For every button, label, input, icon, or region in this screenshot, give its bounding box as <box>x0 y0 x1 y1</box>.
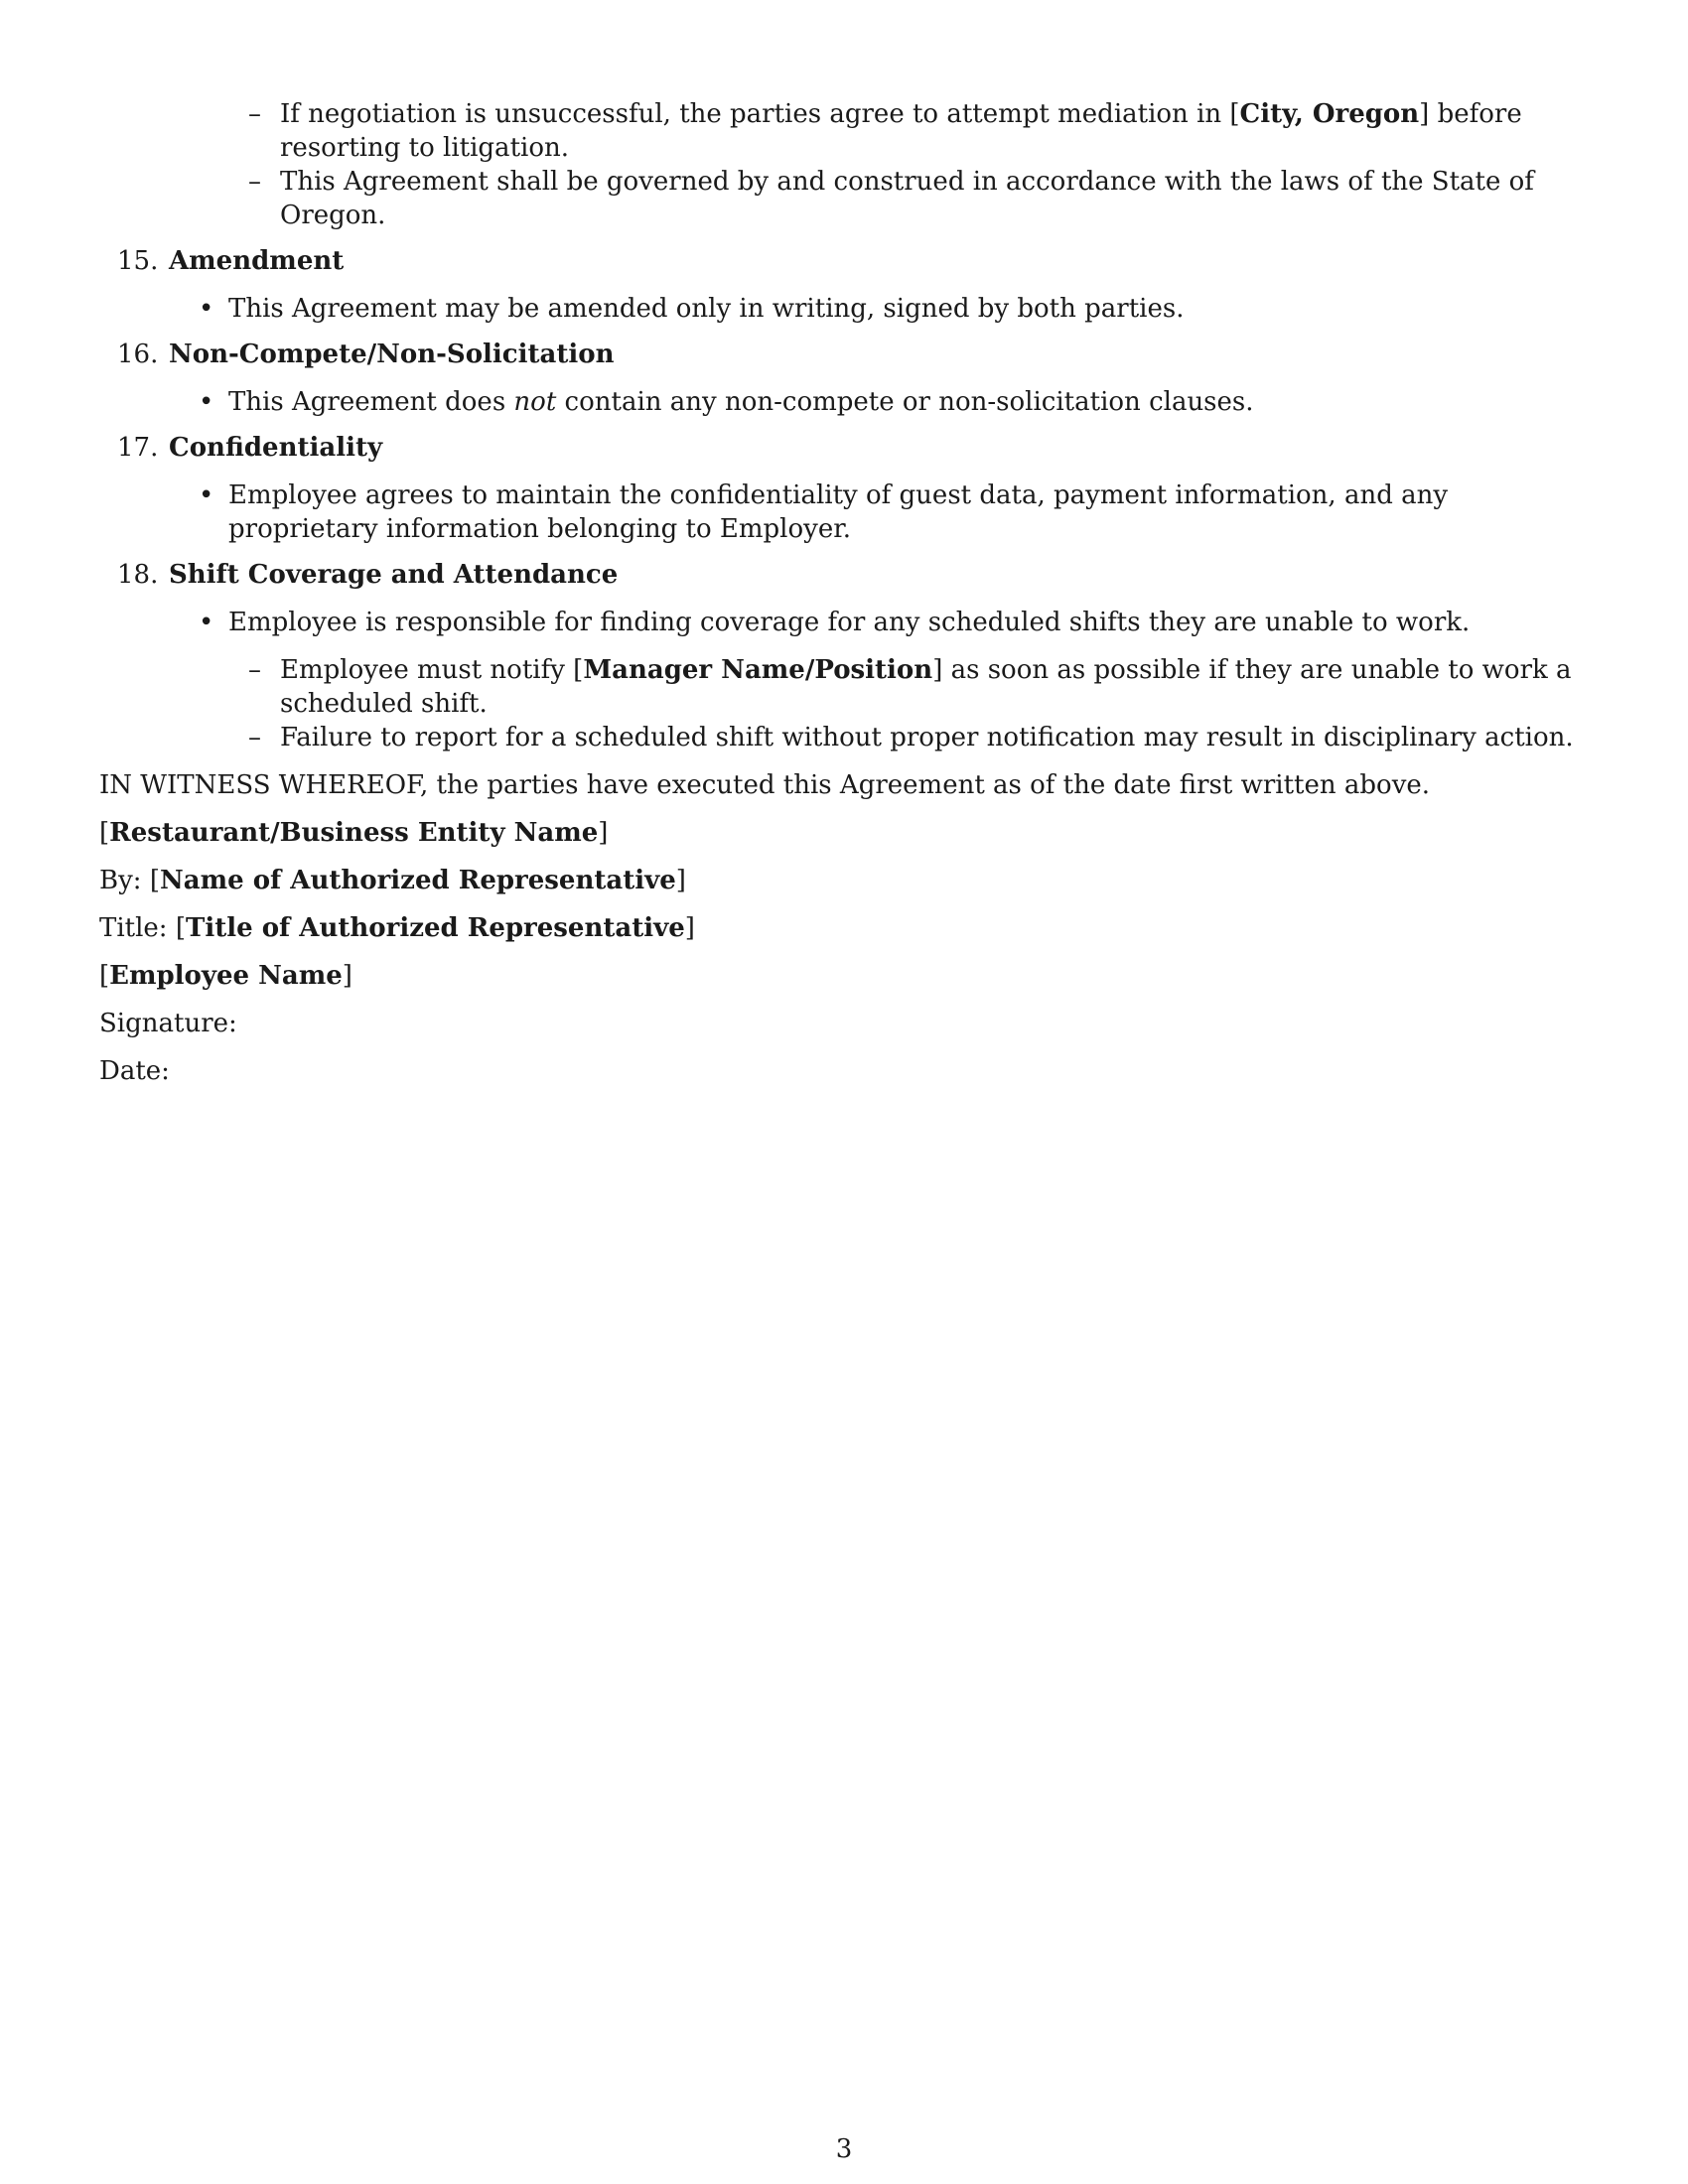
section-number: 15. <box>117 246 159 276</box>
section-number: 16. <box>117 340 159 369</box>
dash-marker: – <box>248 655 261 685</box>
list-item: • Employee is responsible for finding coverage for any scheduled shifts they are unable to work. <box>199 608 1471 637</box>
employee-name: [Employee Name] <box>99 961 352 991</box>
list-item: – This Agreement shall be governed by and construed in accordance with the laws of the State of Oregon. <box>248 167 1534 230</box>
list-item: – Failure to report for a scheduled shift without proper notification may result in disciplinary action. <box>248 723 1574 752</box>
bullet-marker: • <box>199 387 214 417</box>
section-number: 18. <box>117 560 159 590</box>
date-line: Date: <box>99 1056 170 1086</box>
sub-list <box>99 653 1589 754</box>
bullet-marker: • <box>199 480 214 510</box>
emphasis-not: not <box>513 387 557 417</box>
document-page <box>99 97 1589 1088</box>
list-item: – Employee must notify [Manager Name/Position] as soon as possible if they are unable to work a scheduled shift. <box>248 655 1572 719</box>
dash-marker: – <box>248 99 261 129</box>
section-title: Amendment <box>169 246 345 276</box>
list-item: • This Agreement does not contain any non-compete or non-solicitation clauses. <box>199 387 1254 417</box>
signature-line: Signature: <box>99 1009 237 1038</box>
dash-marker: – <box>248 167 261 197</box>
section-title: Shift Coverage and Attendance <box>169 560 619 590</box>
witness-clause: IN WITNESS WHEREOF, the parties have executed this Agreement as of the date first written above. <box>99 770 1431 800</box>
page-number: 3 <box>835 2134 853 2164</box>
title-line: Title: [Title of Authorized Representative] <box>99 913 695 943</box>
continuation-list <box>99 97 1589 232</box>
entity-name: [Restaurant/Business Entity Name] <box>99 818 609 848</box>
bullet-marker: • <box>199 294 214 324</box>
section-shift-coverage <box>99 558 1589 592</box>
list-item: • This Agreement may be amended only in writing, signed by both parties. <box>199 294 1185 324</box>
city-placeholder: City, Oregon <box>1239 99 1420 129</box>
list-item: • Employee agrees to maintain the confidentiality of guest data, payment information, and any proprietary information belonging to Employer. <box>199 480 1449 544</box>
section-title: Confidentiality <box>169 433 383 463</box>
by-line: By: [Name of Authorized Representative] <box>99 866 686 895</box>
bullet-marker: • <box>199 608 214 637</box>
section-confidentiality <box>99 431 1589 465</box>
section-title: Non-Compete/Non-Solicitation <box>169 340 615 369</box>
section-amendment <box>99 244 1589 278</box>
section-number: 17. <box>117 433 159 463</box>
manager-placeholder: Manager Name/Position <box>583 655 933 685</box>
dash-marker: – <box>248 723 261 752</box>
list-item: – If negotiation is unsuccessful, the parties agree to attempt mediation in [City, Oregon] before resorting to litigation. <box>248 99 1522 163</box>
section-non-compete <box>99 338 1589 371</box>
